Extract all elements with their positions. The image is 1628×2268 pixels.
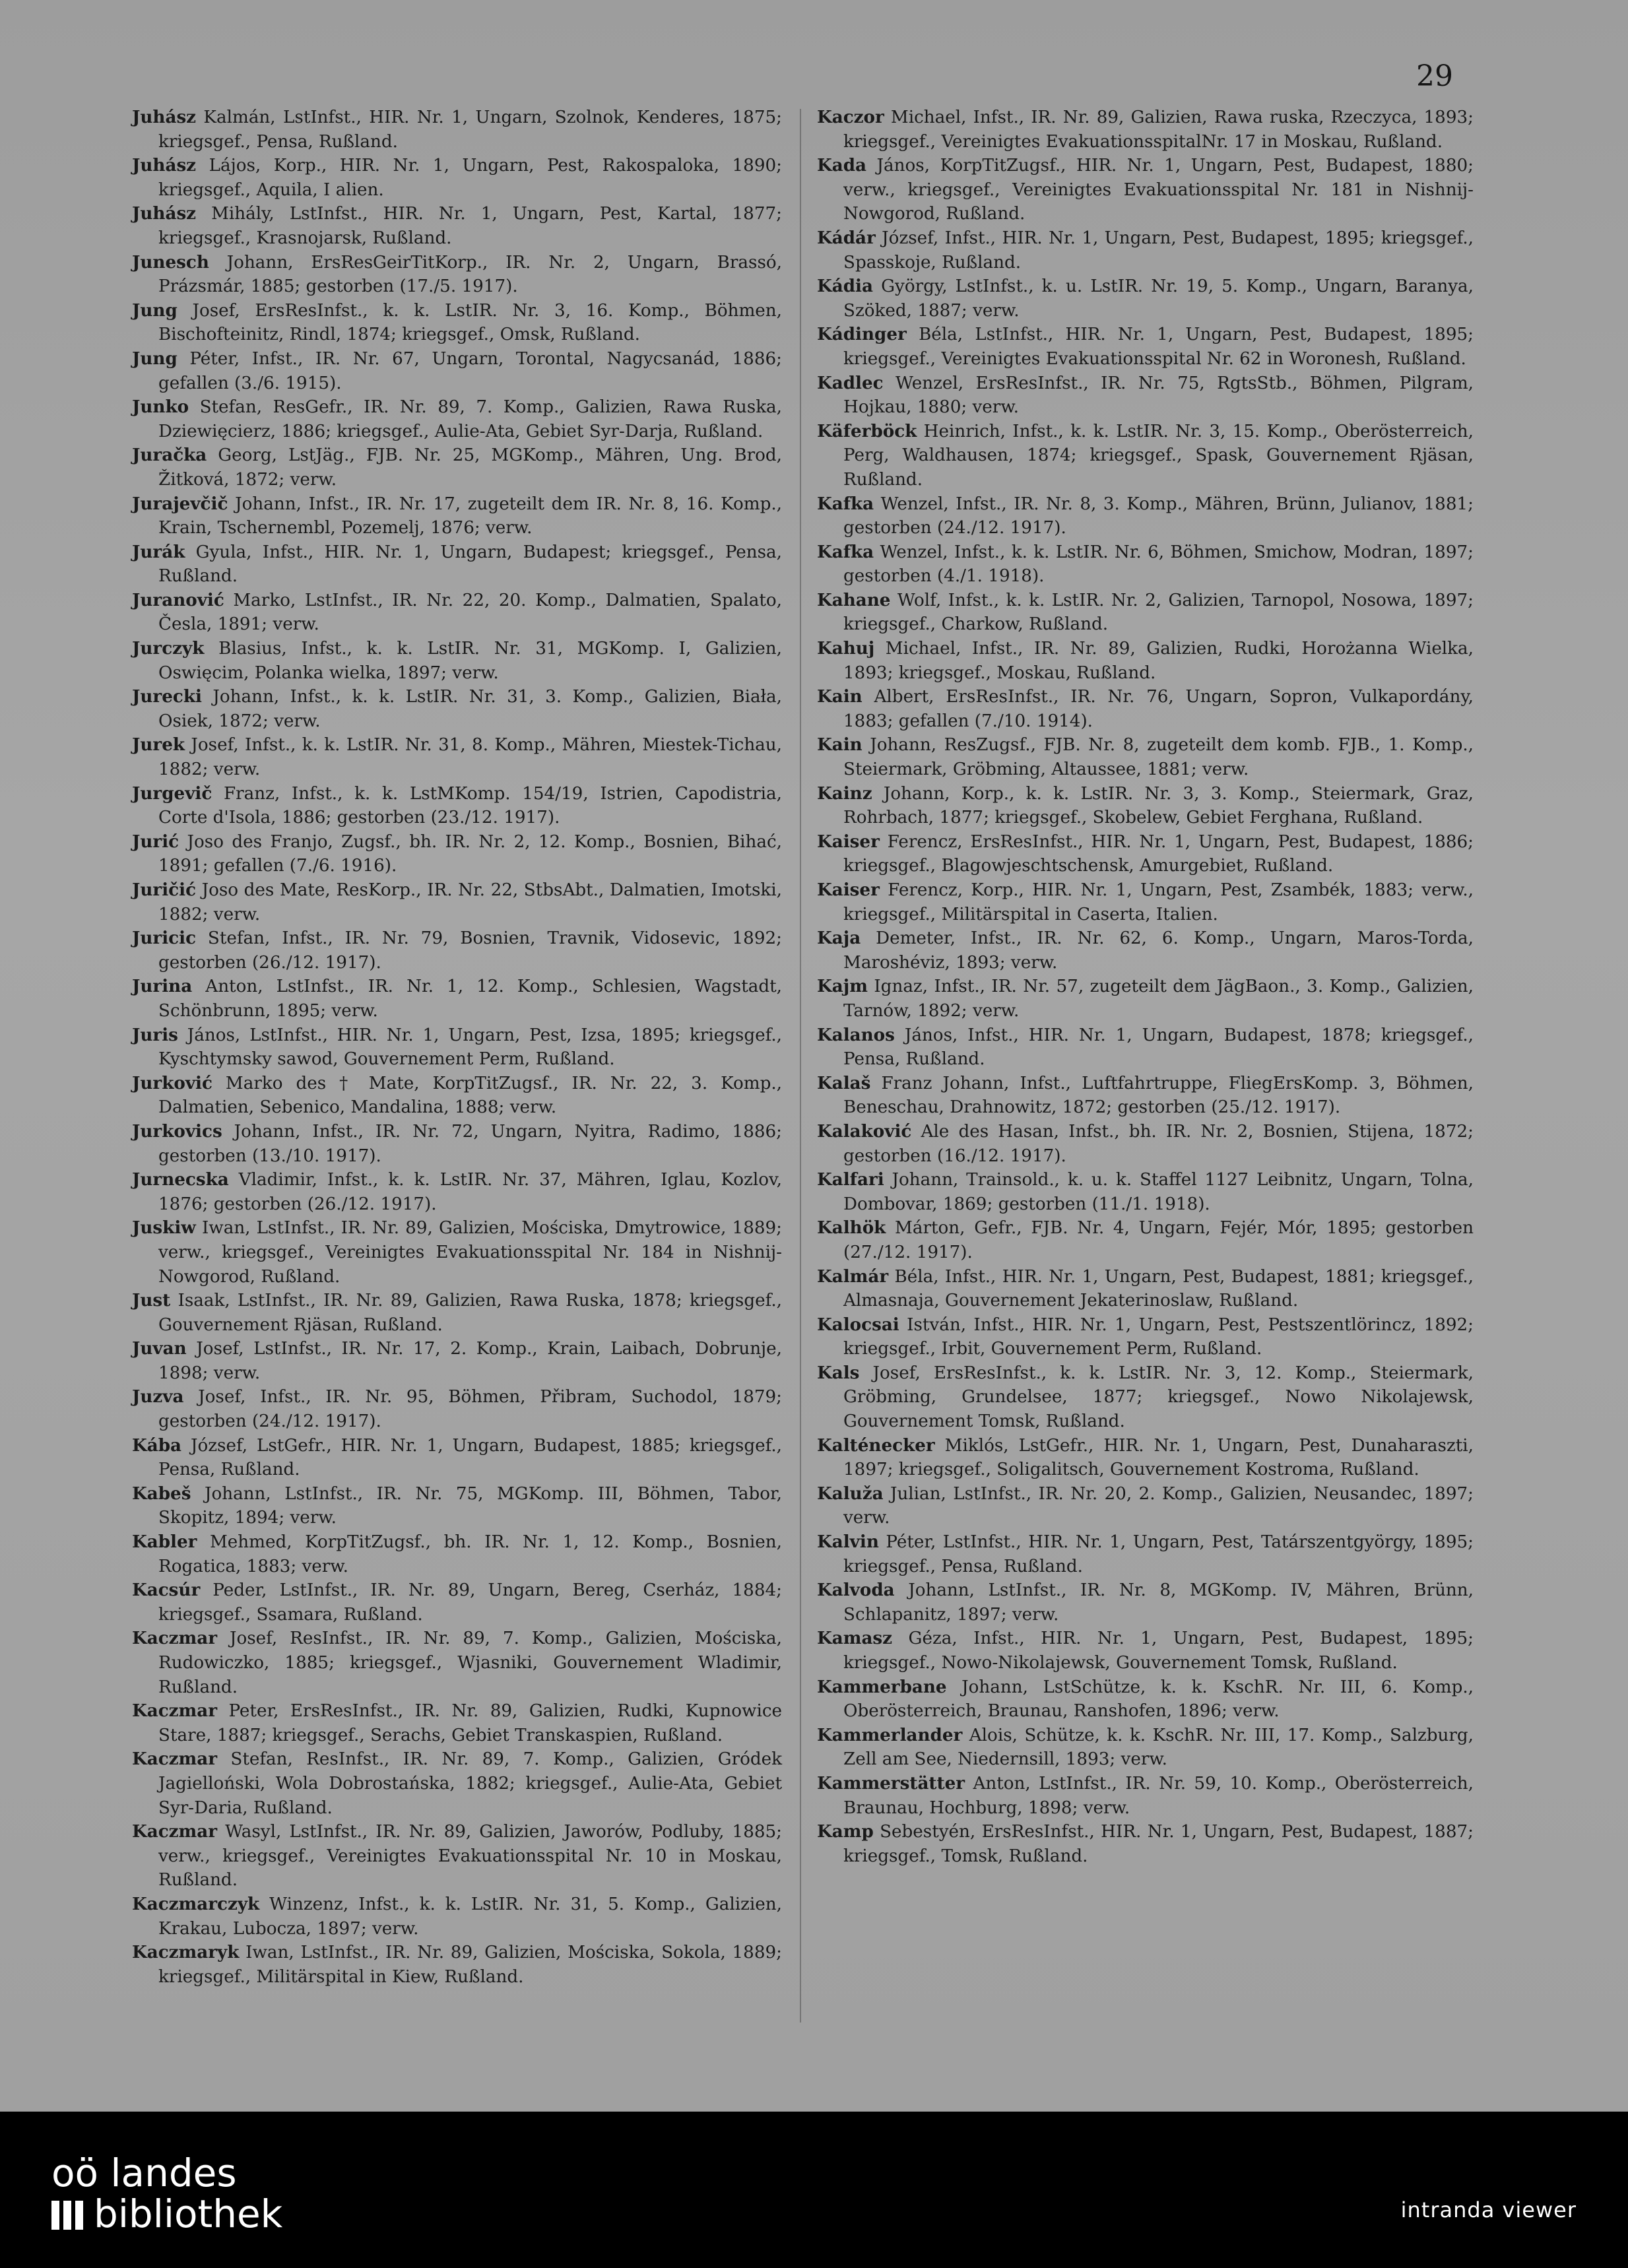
entry-details: Ignaz, Infst., IR. Nr. 57, zugeteilt dem JägBaon., 3. Komp., Galizien, Tarnów, 1892; verw. [843,977,1474,1021]
entry-surname: Kabeš [132,1483,191,1504]
register-entry [817,1168,1474,1216]
viewer-credit[interactable]: intranda viewer [1400,2197,1577,2222]
entry-details: Iwan, LstInfst., IR. Nr. 89, Galizien, Mościska, Sokola, 1889; kriegsgef., Militärspital in Kiew, Rußland. [158,1943,782,1987]
entry-details: János, Infst., HIR. Nr. 1, Ungarn, Budapest, 1878; kriegsgef., Pensa, Rußland. [843,1025,1474,1070]
register-entry [817,1023,1474,1072]
entry-surname: Jurajevčič [132,493,228,514]
register-entry [132,685,782,733]
entry-surname: Kádár [817,227,876,248]
entry-details: Heinrich, Infst., k. k. LstIR. Nr. 3, 15. Komp., Oberösterreich, Perg, Waldhausen, 1874; kriegsgef., Spask, Gouvernement Rjäsan, Rußland. [843,421,1474,490]
register-entry [817,685,1474,733]
register-entry [817,154,1474,226]
entry-details: Johann, ErsResGeirTitKorp., IR. Nr. 2, Ungarn, Brassó, Prázsmár, 1885; gestorben (17./5. 1917). [158,252,782,297]
entry-surname: Kainz [817,783,872,804]
entry-surname: Kain [817,734,863,756]
entry-details: Isaak, LstInfst., IR. Nr. 89, Galizien, Rawa Ruska, 1878; kriegsgef., Gouvernement Rjäsan, Rußland. [158,1291,782,1335]
register-entry [132,1434,782,1482]
register-entry [817,226,1474,275]
entry-details: Johann, Infst., k. k. LstIR. Nr. 31, 3. Komp., Galizien, Biała, Osiek, 1872; verw. [158,687,782,731]
entry-surname: Juričić [132,880,197,900]
entry-details: Wenzel, Infst., IR. Nr. 8, 3. Komp., Mähren, Brünn, Julianov, 1881; gestorben (24./12. 1917). [843,494,1474,538]
register-entry [132,1385,782,1433]
entry-details: József, Infst., HIR. Nr. 1, Ungarn, Pest, Budapest, 1895; kriegsgef., Spasskoje, Rußland. [843,228,1474,273]
entry-surname: Kada [817,155,867,176]
entry-surname: Juhász [132,155,197,176]
entry-surname: Kadlec [817,372,884,393]
register-entry [817,1675,1474,1724]
register-entry [817,926,1474,975]
register-entry [132,589,782,637]
register-entry [132,540,782,589]
entry-surname: Kába [132,1435,182,1456]
entry-details: Péter, LstInfst., HIR. Nr. 1, Ungarn, Pest, Tatárszentgyörgy, 1895; kriegsgef., Pensa, Rußland. [843,1532,1474,1576]
entry-details: Josef, LstInfst., IR. Nr. 17, 2. Komp., Krain, Laibach, Dobrunje, 1898; verw. [158,1339,782,1383]
entry-details: Ale des Hasan, Infst., bh. IR. Nr. 2, Bosnien, Stijena, 1872; gestorben (16./12. 1917). [843,1121,1474,1166]
entry-details: Demeter, Infst., IR. Nr. 62, 6. Komp., Ungarn, Maros-Torda, Maroshéviz, 1893; verw. [843,928,1474,973]
entry-surname: Kalaković [817,1120,912,1142]
entry-details: Johann, LstInfst., IR. Nr. 8, MGKomp. IV, Mähren, Brünn, Schlapanitz, 1897; verw. [843,1580,1474,1625]
entry-surname: Jurák [132,541,185,562]
register-entry [817,1820,1474,1868]
entry-surname: Kalaš [817,1072,871,1093]
entry-surname: Kalfari [817,1169,884,1190]
entry-details: Péter, Infst., IR. Nr. 67, Ungarn, Torontal, Nagycsanád, 1886; gefallen (3./6. 1915). [158,348,782,393]
register-entry [132,1699,782,1747]
register-entry [817,975,1474,1023]
entry-details: Géza, Infst., HIR. Nr. 1, Ungarn, Pest, Budapest, 1895; kriegsgef., Nowo-Nikolajewsk, Gouvernement Tomsk, Rußland. [843,1629,1474,1673]
entry-details: Lájos, Korp., HIR. Nr. 1, Ungarn, Pest, Rakospaloka, 1890; kriegsgef., Aquila, I alien. [158,156,782,200]
register-entry [817,1578,1474,1627]
entry-details: Johann, LstSchütze, k. k. KschR. Nr. III, 6. Komp., Oberösterreich, Braunau, Ranshofen, 1896; verw. [843,1677,1474,1722]
entry-details: Ferencz, Korp., HIR. Nr. 1, Ungarn, Pest, Zsambék, 1883; verw., kriegsgef., Militärspital in Caserta, Italien. [843,880,1474,924]
entry-surname: Kalocsai [817,1314,899,1335]
left-column [132,106,782,1989]
entry-surname: Jurić [132,831,179,852]
entry-surname: Kammerstätter [817,1772,965,1794]
register-entry [132,154,782,202]
entry-surname: Kaczmar [132,1628,218,1649]
entry-details: Ferencz, ErsResInfst., HIR. Nr. 1, Ungarn, Pest, Budapest, 1886; kriegsgef., Blagowjeschtschensk, Amurgebiet, Rußland. [843,831,1474,876]
register-entry [132,1072,782,1120]
register-entry [132,830,782,878]
register-entry [132,443,782,492]
entry-details: István, Infst., HIR. Nr. 1, Ungarn, Pest, Pestszentlörincz, 1892; kriegsgef., Irbit, Gouvernement Perm, Rußland. [843,1314,1474,1359]
entry-details: Winzenz, Infst., k. k. LstIR. Nr. 31, 5. Komp., Galizien, Krakau, Lubocza, 1897; verw. [158,1894,782,1939]
entry-details: Mehmed, KorpTitZugsf., bh. IR. Nr. 1, 12. Komp., Bosnien, Rogatica, 1883; verw. [158,1532,782,1576]
entry-details: Stefan, ResInfst., IR. Nr. 89, 7. Komp., Galizien, Gródek Jagielloński, Wola Dobrostańska, 1882; kriegsgef., Aulie-Ata, Gebiet Syr-Daria, Rußland. [158,1749,782,1818]
register-entry [132,492,782,540]
entry-details: Wenzel, Infst., k. k. LstIR. Nr. 6, Böhmen, Smichow, Modran, 1897; gestorben (4./1. 1918). [843,542,1474,587]
register-entry [817,1072,1474,1120]
register-entry [817,782,1474,830]
entry-surname: Just [132,1290,171,1311]
entry-surname: Jurkovics [132,1120,222,1142]
register-entry [132,733,782,781]
entry-details: Márton, Gefr., FJB. Nr. 4, Ungarn, Fejér, Mór, 1895; gestorben (27./12. 1917). [843,1218,1474,1262]
register-entry [817,420,1474,492]
entry-surname: Kafka [817,541,874,562]
entry-details: Béla, LstInfst., HIR. Nr. 1, Ungarn, Pest, Budapest, 1895; kriegsgef., Vereinigtes Evakuationsspital Nr. 62 in Woronesh, Rußland. [843,325,1474,369]
entry-details: Kalmán, LstInfst., HIR. Nr. 1, Ungarn, Szolnok, Kenderes, 1875; kriegsgef., Pensa, Rußland. [158,108,782,152]
entry-surname: Kaczmar [132,1821,218,1842]
entry-surname: Kals [817,1362,860,1383]
entry-details: Joso des Mate, ResKorp., IR. Nr. 22, StbsAbt., Dalmatien, Imotski, 1882; verw. [158,880,782,924]
entry-surname: Jurnecska [132,1169,229,1190]
entry-details: Anton, LstInfst., IR. Nr. 59, 10. Komp., Oberösterreich, Braunau, Hochburg, 1898; verw. [843,1773,1474,1818]
register-entry [132,1941,782,1989]
entry-details: Johann, LstInfst., IR. Nr. 75, MGKomp. III, Böhmen, Tabor, Skopitz, 1894; verw. [158,1483,782,1528]
entry-surname: Kahuj [817,638,875,659]
register-entry [132,251,782,299]
entry-surname: Kalanos [817,1024,895,1045]
entry-details: Marko, LstInfst., IR. Nr. 22, 20. Komp., Dalmatien, Spalato, Česla, 1891; verw. [158,590,782,635]
register-entry [132,1530,782,1578]
entry-details: Michael, Infst., IR. Nr. 89, Galizien, Rudki, Horożanna Wielka, 1893; kriegsgef., Moskau, Rußland. [843,639,1474,683]
entry-surname: Jurek [132,734,185,756]
entry-details: Vladimir, Infst., k. k. LstIR. Nr. 37, Mähren, Iglau, Kozlov, 1876; gestorben (26./12. 1917). [158,1170,782,1214]
entry-surname: Kamp [817,1821,874,1842]
entry-details: Blasius, Infst., k. k. LstIR. Nr. 31, MGKomp. I, Galizien, Oswięcim, Polanka wielka, 1897; verw. [158,639,782,683]
entry-details: Johann, Infst., IR. Nr. 17, zugeteilt dem IR. Nr. 8, 16. Komp., Krain, Tschernembl, Pozemelj, 1876; verw. [158,494,782,538]
entry-details: Peder, LstInfst., IR. Nr. 89, Ungarn, Bereg, Cserház, 1884; kriegsgef., Ssamara, Rußland. [158,1580,782,1625]
entry-details: Gyula, Infst., HIR. Nr. 1, Ungarn, Budapest; kriegsgef., Pensa, Rußland. [158,542,782,587]
entry-details: Albert, ErsResInfst., IR. Nr. 76, Ungarn, Sopron, Vulkapordány, 1883; gefallen (7./10. 1914). [843,687,1474,731]
entry-surname: Kabler [132,1532,197,1553]
register-entry [817,1313,1474,1361]
entry-details: Joso des Franjo, Zugsf., bh. IR. Nr. 2, 12. Komp., Bosnien, Bihać, 1891; gefallen (7./6. 1916). [158,831,782,876]
entry-details: Wenzel, ErsResInfst., IR. Nr. 75, RgtsStb., Böhmen, Pilgram, Hojkau, 1880; verw. [843,373,1474,418]
entry-surname: Kádinger [817,324,907,345]
entry-details: Julian, LstInfst., IR. Nr. 20, 2. Komp., Galizien, Neusandec, 1897; verw. [843,1483,1474,1528]
entry-details: Franz, Infst., k. k. LstMKomp. 154/19, Istrien, Capodistria, Corte d'Isola, 1886; gestorben (23./12. 1917). [158,783,782,828]
register-entry [132,347,782,395]
register-entry [132,1289,782,1337]
entry-surname: Käferböck [817,420,917,441]
register-entry [132,782,782,830]
register-entry [817,1265,1474,1313]
entry-surname: Kaja [817,928,861,949]
register-entry [817,1361,1474,1434]
entry-details: Anton, LstInfst., IR. Nr. 1, 12. Komp., Schlesien, Wagstadt, Schönbrunn, 1895; verw. [158,977,782,1021]
entry-details: Mihály, LstInfst., HIR. Nr. 1, Ungarn, Pest, Kartal, 1877; kriegsgef., Krasnojarsk, Rußland. [158,204,782,248]
entry-surname: Jurczyk [132,638,205,659]
entry-surname: Kafka [817,493,874,514]
entry-surname: Jung [132,300,178,321]
entry-surname: Jurecki [132,686,202,707]
register-entry [132,975,782,1023]
entry-details: Iwan, LstInfst., IR. Nr. 89, Galizien, Mościska, Dmytrowice, 1889; verw., kriegsgef., Vereinigtes Evakuationsspital Nr. 184 in Nishnij-Nowgorod, Rußland. [158,1218,782,1287]
entry-details: János, LstInfst., HIR. Nr. 1, Ungarn, Pest, Izsa, 1895; kriegsgef., Kyschtymsky sawod, Gouvernement Perm, Rußland. [158,1025,782,1070]
register-entry [132,1482,782,1530]
register-entry [132,1578,782,1627]
entry-surname: Kaczmaryk [132,1942,240,1963]
register-entry [817,878,1474,926]
entry-details: Georg, LstJäg., FJB. Nr. 25, MGKomp., Mähren, Ung. Brod, Žitková, 1872; verw. [158,445,782,490]
entry-surname: Kaczmar [132,1701,218,1722]
entry-surname: Kaczmar [132,1749,218,1770]
entry-details: Johann, Trainsold., k. u. k. Staffel 1127 Leibnitz, Ungarn, Tolna, Dombovar, 1869; gestorben (11./1. 1918). [843,1170,1474,1214]
entry-surname: Kalhök [817,1217,886,1239]
register-entry [817,492,1474,540]
library-logo[interactable] [51,2153,282,2237]
entry-surname: Kaluža [817,1483,884,1504]
entry-surname: Kajm [817,976,868,997]
entry-details: Josef, ErsResInfst., k. k. LstIR. Nr. 3, 16. Komp., Böhmen, Bischofteinitz, Rindl, 1874; kriegsgef., Omsk, Rußland. [158,300,782,345]
register-entry [132,299,782,347]
register-entry [132,637,782,685]
entry-surname: Juskiw [132,1217,196,1239]
register-entry [132,202,782,250]
register-entry [817,733,1474,781]
entry-surname: Juranović [132,589,224,610]
register-entry [817,1724,1474,1772]
register-entry [132,1120,782,1168]
entry-details: Alois, Schütze, k. k. KschR. Nr. III, 17. Komp., Salzburg, Zell am See, Niedernsill, 1893; verw. [843,1725,1474,1770]
entry-details: Franz Johann, Infst., Luftfahrtruppe, FliegErsKomp. 3, Böhmen, Beneschau, Drahnowitz, 1872; gestorben (25./12. 1917). [843,1073,1474,1118]
register-entry [132,1023,782,1072]
entry-surname: Kádia [817,276,873,297]
register-entry [817,1120,1474,1168]
entry-details: Stefan, ResGefr., IR. Nr. 89, 7. Komp., Galizien, Rawa Ruska, Dziewięcierz, 1886; kriegsgef., Aulie-Ata, Gebiet Syr-Darja, Rußland. [158,397,782,441]
entry-surname: Jung [132,348,178,369]
entry-surname: Kalvoda [817,1580,895,1601]
register-entry [132,926,782,975]
entry-details: Johann, Infst., IR. Nr. 72, Ungarn, Nyitra, Radimo, 1886; gestorben (13./10. 1917). [158,1121,782,1166]
register-entry [132,878,782,926]
entry-details: György, LstInfst., k. u. LstIR. Nr. 19, 5. Komp., Ungarn, Baranya, Szöked, 1887; verw. [843,276,1474,321]
entry-surname: Kalténecker [817,1435,935,1456]
entry-details: Stefan, Infst., IR. Nr. 79, Bosnien, Travnik, Vidosevic, 1892; gestorben (26./12. 1917). [158,928,782,973]
entry-surname: Kaczmarczyk [132,1893,260,1914]
entry-surname: Jurina [132,976,193,997]
register-entry [817,1216,1474,1264]
register-entry [817,589,1474,637]
right-column [817,106,1474,1868]
entry-surname: Junko [132,397,189,418]
column-divider [800,109,801,2023]
register-entry [132,106,782,154]
entry-details: Peter, ErsResInfst., IR. Nr. 89, Galizien, Rudki, Kupnowice Stare, 1887; kriegsgef., Serachs, Gebiet Transkaspien, Rußland. [158,1701,782,1745]
entry-details: Josef, ResInfst., IR. Nr. 89, 7. Komp., Galizien, Mościska, Rudowiczko, 1885; kriegsgef., Wjasniki, Gouvernement Wladimir, Rußland. [158,1629,782,1697]
register-entry [817,275,1474,323]
entry-surname: Kain [817,686,863,707]
entry-details: József, LstGefr., HIR. Nr. 1, Ungarn, Budapest, 1885; kriegsgef., Pensa, Rußland. [158,1435,782,1480]
entry-details: Wolf, Infst., k. k. LstIR. Nr. 2, Galizien, Tarnopol, Nosowa, 1897; kriegsgef., Charkow, Rußland. [843,590,1474,635]
entry-surname: Juvan [132,1338,187,1359]
register-entry [817,540,1474,589]
entry-surname: Junesch [132,251,209,273]
entry-details: Marko des † Mate, KorpTitZugsf., IR. Nr. 22, 3. Komp., Dalmatien, Sebenico, Mandalina, 1888; verw. [158,1073,782,1118]
register-entry [817,637,1474,685]
entry-surname: Juris [132,1024,178,1045]
register-entry [817,372,1474,420]
register-entry [132,1747,782,1820]
entry-details: János, KorpTitZugsf., HIR. Nr. 1, Ungarn, Pest, Budapest, 1880; verw., kriegsgef., Vereinigtes Evakuationsspital Nr. 181 in Nishnij-Nowgorod, Rußland. [843,156,1474,224]
register-entry [817,1530,1474,1578]
register-entry [817,106,1474,154]
entry-surname: Juricic [132,928,197,949]
register-entry [817,1772,1474,1820]
logo-line-2: bibliothek [94,2191,283,2236]
entry-surname: Jurković [132,1072,212,1093]
register-entry [132,395,782,443]
entry-details: Wasyl, LstInfst., IR. Nr. 89, Galizien, Jaworów, Podluby, 1885; verw., kriegsgef., Vereinigtes Evakuationsspital Nr. 10 in Moskau, Rußland. [158,1822,782,1891]
entry-surname: Juračka [132,445,207,466]
register-entry [132,1820,782,1893]
logo-bars-icon [51,2196,87,2237]
register-entry [817,1482,1474,1530]
register-entry [132,1337,782,1385]
entry-surname: Kaczor [817,107,884,127]
entry-details: Michael, Infst., IR. Nr. 89, Galizien, Rawa ruska, Rzeczyca, 1893; kriegsgef., Vereinigtes EvakuationsspitalNr. 17 in Moskau, Rußland. [843,108,1474,152]
entry-details: Miklós, LstGefr., HIR. Nr. 1, Ungarn, Pest, Dunaharaszti, 1897; kriegsgef., Soligalitsch, Gouvernement Kostroma, Rußland. [843,1435,1474,1480]
entry-surname: Kacsúr [132,1580,201,1601]
entry-surname: Kammerlander [817,1724,963,1745]
entry-details: Josef, Infst., k. k. LstIR. Nr. 31, 8. Komp., Mähren, Miestek-Tichau, 1882; verw. [158,735,782,780]
logo-line-1: oö landes [51,2151,237,2195]
entry-surname: Kahane [817,589,891,610]
entry-details: Johann, ResZugsf., FJB. Nr. 8, zugeteilt dem komb. FJB., 1. Komp., Steiermark, Gröbming, Altaussee, 1881; verw. [843,735,1474,780]
page-number: 29 [1416,59,1453,93]
entry-surname: Kammerbane [817,1676,947,1697]
register-entry [817,830,1474,878]
entry-surname: Kamasz [817,1628,893,1649]
entry-surname: Jurgevič [132,783,212,804]
register-entry [817,1434,1474,1482]
logo-line-2-wrap [51,2193,282,2237]
entry-surname: Kaiser [817,831,880,852]
entry-surname: Juhász [132,107,197,127]
register-entry [132,1893,782,1941]
register-entry [132,1168,782,1216]
register-entry [817,323,1474,371]
register-entry [132,1216,782,1289]
register-entry [132,1627,782,1699]
entry-surname: Kalvin [817,1532,879,1553]
entry-details: Béla, Infst., HIR. Nr. 1, Ungarn, Pest, Budapest, 1881; kriegsgef., Almasnaja, Gouvernement Jekaterinoslaw, Rußland. [843,1266,1474,1311]
entry-surname: Kalmár [817,1266,889,1287]
register-entry [817,1627,1474,1675]
entry-surname: Kaiser [817,880,880,900]
entry-surname: Juzva [132,1386,184,1408]
entry-details: Josef, Infst., IR. Nr. 95, Böhmen, Přibram, Suchodol, 1879; gestorben (24./12. 1917). [158,1387,782,1432]
entry-details: Josef, ErsResInfst., k. k. LstIR. Nr. 3, 12. Komp., Steiermark, Gröbming, Grundelsee, 1877; kriegsgef., Nowo Nikolajewsk, Gouvernement Tomsk, Rußland. [843,1363,1474,1432]
entry-details: Johann, Korp., k. k. LstIR. Nr. 3, 3. Komp., Steiermark, Graz, Rohrbach, 1877; kriegsgef., Skobelew, Gebiet Ferghana, Rußland. [843,783,1474,828]
entry-details: Sebestyén, ErsResInfst., HIR. Nr. 1, Ungarn, Pest, Budapest, 1887; kriegsgef., Tomsk, Rußland. [843,1822,1474,1866]
entry-surname: Juhász [132,203,197,224]
